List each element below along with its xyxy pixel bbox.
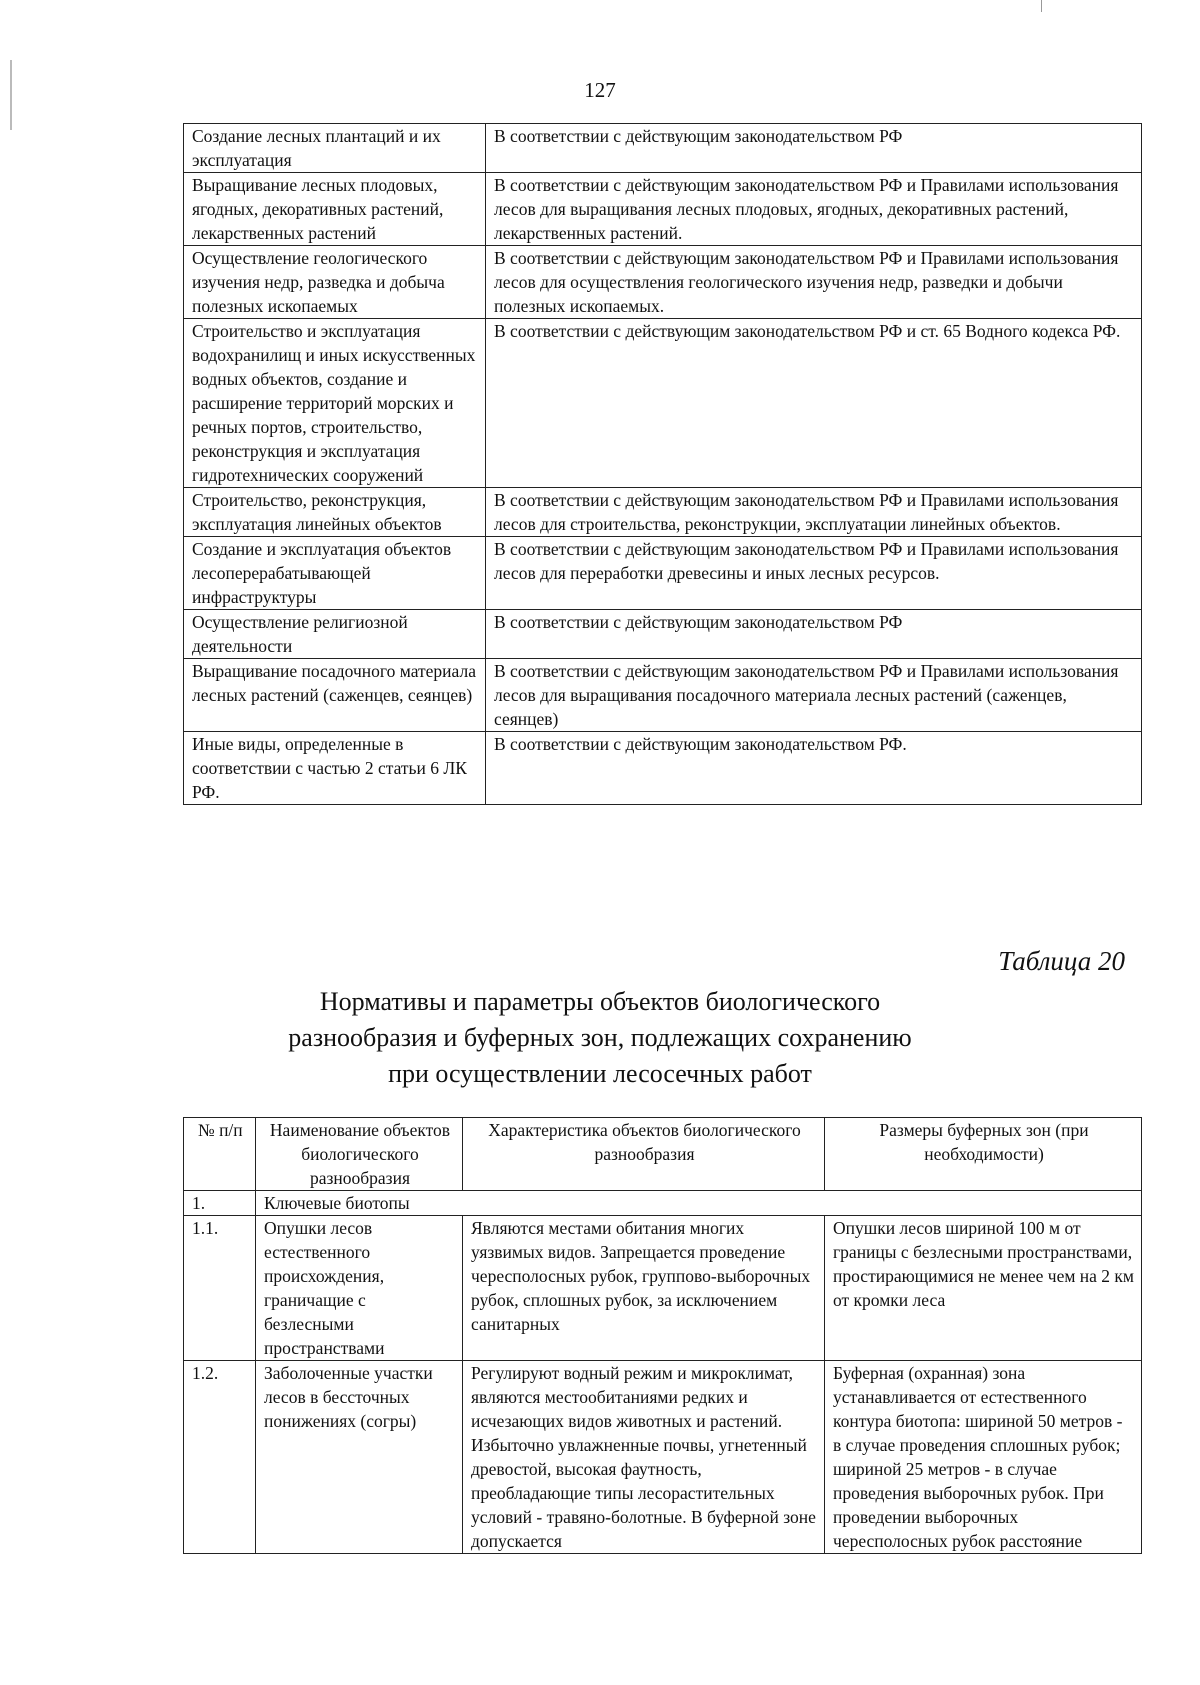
use-rule-cell: В соответствии с действующим законодательством РФ [486, 610, 1142, 659]
table-row [184, 1361, 1142, 1554]
table-row [184, 173, 1142, 246]
table-row [184, 488, 1142, 537]
column-header-buffer: Размеры буферных зон (при необходимости) [825, 1118, 1142, 1191]
table-row [184, 246, 1142, 319]
use-rule-cell: В соответствии с действующим законодательством РФ и Правилами использования лесов для переработки древесины и иных лесных ресурсов. [486, 537, 1142, 610]
table-row [184, 659, 1142, 732]
section-num: 1. [184, 1191, 256, 1216]
table-row [184, 537, 1142, 610]
object-characteristic: Являются местами обитания многих уязвимых видов. Запрещается проведение чересполосных рубок, группово-выборочных рубок, сплошных рубок, за исключением санитарных [463, 1216, 825, 1361]
biodiversity-table [183, 1117, 1142, 1554]
column-header-num: № п/п [184, 1118, 256, 1191]
section-row [184, 1191, 1142, 1216]
page-number: 127 [584, 78, 616, 102]
use-rule-cell: В соответствии с действующим законодательством РФ и Правилами использования лесов для выращивания посадочного материала лесных растений (саженцев, сеянцев) [486, 659, 1142, 732]
table-header-row [184, 1118, 1142, 1191]
use-type-cell: Создание лесных плантаций и их эксплуатация [184, 124, 486, 173]
use-rule-cell: В соответствии с действующим законодательством РФ и ст. 65 Водного кодекса РФ. [486, 319, 1142, 488]
object-name: Заболоченные участки лесов в бессточных понижениях (согры) [256, 1361, 463, 1554]
object-characteristic: Регулируют водный режим и микроклимат, являются местообитаниями редких и исчезающих видов животных и растений. Избыточно увлажненные почвы, угнетенный древостой, высокая фаутность, преобладающие типы лесорастительных условий - травяно-болотные. В буферной зоне допускается [463, 1361, 825, 1554]
use-rule-cell: В соответствии с действующим законодательством РФ. [486, 732, 1142, 805]
table-row [184, 124, 1142, 173]
use-rule-cell: В соответствии с действующим законодательством РФ и Правилами использования лесов для выращивания лесных плодовых, ягодных, декоративных растений, лекарственных растений. [486, 173, 1142, 246]
use-type-cell: Осуществление религиозной деятельности [184, 610, 486, 659]
column-header-name: Наименование объектов биологического разнообразия [256, 1118, 463, 1191]
table-title [0, 984, 1200, 1092]
row-num: 1.2. [184, 1361, 256, 1554]
use-rule-cell: В соответствии с действующим законодательством РФ и Правилами использования лесов для строительства, реконструкции, эксплуатации линейных объектов. [486, 488, 1142, 537]
use-type-cell: Строительство, реконструкция, эксплуатация линейных объектов [184, 488, 486, 537]
use-rule-cell: В соответствии с действующим законодательством РФ [486, 124, 1142, 173]
use-type-cell: Выращивание посадочного материала лесных растений (саженцев, сеянцев) [184, 659, 486, 732]
column-header-characteristic: Характеристика объектов биологического разнообразия [463, 1118, 825, 1191]
scan-top-mark [1041, 0, 1042, 12]
use-type-cell: Строительство и эксплуатация водохранилищ и иных искусственных водных объектов, создание и расширение территорий морских и речных портов, строительство, реконструкция и эксплуатация гидротехнических сооружений [184, 319, 486, 488]
table-row [184, 610, 1142, 659]
table-title-line: при осуществлении лесосечных работ [388, 1059, 812, 1088]
table-title-line: Нормативы и параметры объектов биологического [319, 987, 881, 1016]
table-row [184, 732, 1142, 805]
forest-use-table [183, 123, 1142, 805]
buffer-size: Опушки лесов шириной 100 м от границы с безлесными пространствами, простирающимися не менее чем на 2 км от кромки леса [825, 1216, 1142, 1361]
section-name: Ключевые биотопы [256, 1191, 1142, 1216]
use-type-cell: Выращивание лесных плодовых, ягодных, декоративных растений, лекарственных растений [184, 173, 486, 246]
row-num: 1.1. [184, 1216, 256, 1361]
object-name: Опушки лесов естественного происхождения, граничащие с безлесными пространствами [256, 1216, 463, 1361]
use-type-cell: Осуществление геологического изучения недр, разведка и добыча полезных ископаемых [184, 246, 486, 319]
use-type-cell: Иные виды, определенные в соответствии с частью 2 статьи 6 ЛК РФ. [184, 732, 486, 805]
use-type-cell: Создание и эксплуатация объектов лесоперерабатывающей инфраструктуры [184, 537, 486, 610]
table-row [184, 319, 1142, 488]
table-title-line: разнообразия и буферных зон, подлежащих сохранению [288, 1023, 912, 1052]
buffer-size: Буферная (охранная) зона устанавливается от естественного контура биотопа: шириной 50 метров - в случае проведения сплошных рубок; шириной 25 метров - в случае проведения выборочных рубок. При проведении выборочных чересполосных рубок расстояние [825, 1361, 1142, 1554]
table-label: Таблица 20 [998, 946, 1125, 976]
use-rule-cell: В соответствии с действующим законодательством РФ и Правилами использования лесов для осуществления геологического изучения недр, разведки и добычи полезных ископаемых. [486, 246, 1142, 319]
table-row [184, 1216, 1142, 1361]
